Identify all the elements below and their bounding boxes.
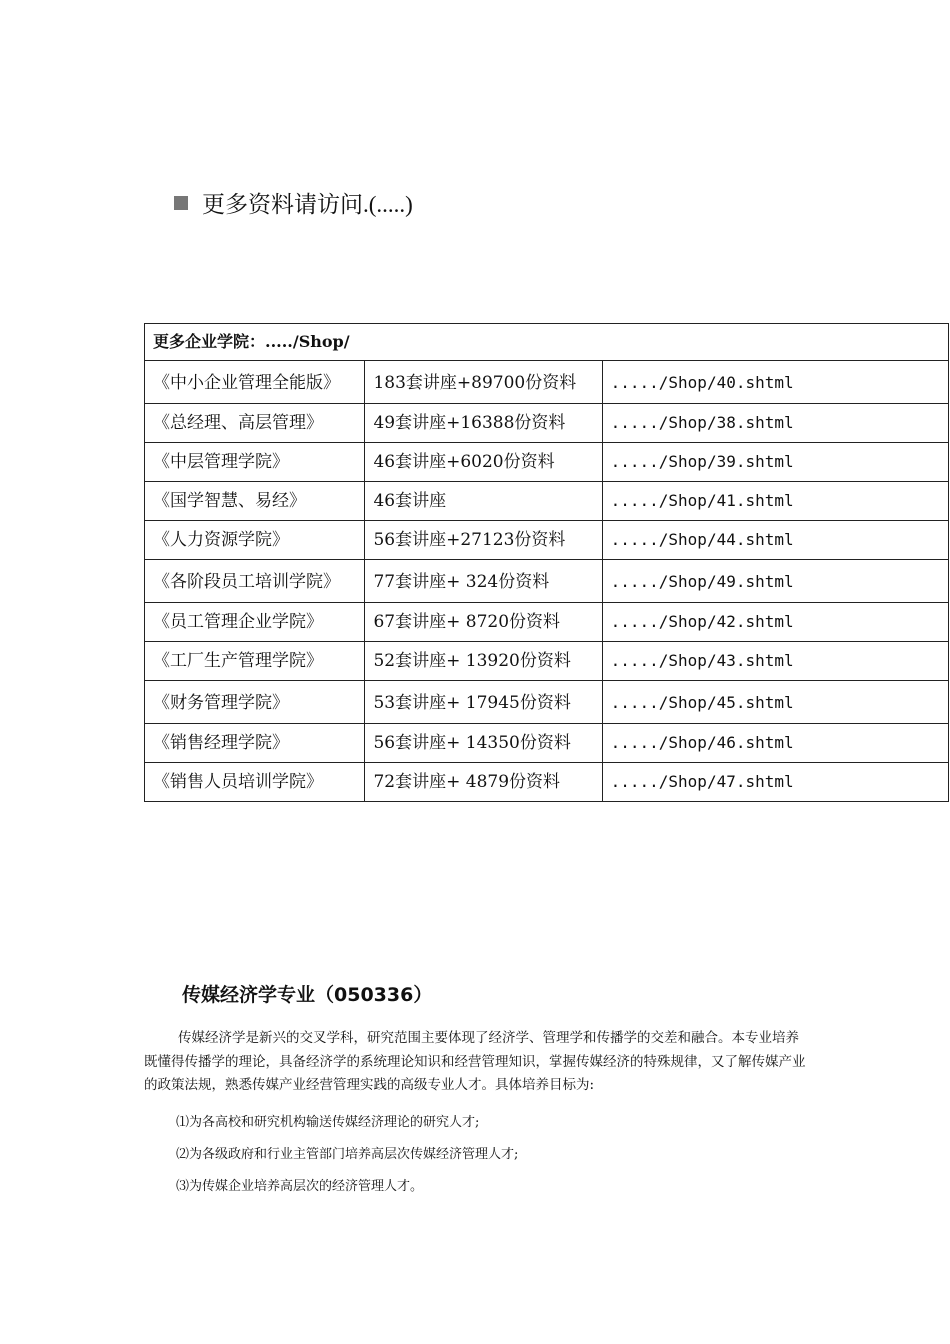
table-row (145, 724, 949, 763)
academy-content: 53套讲座+ 17945份资料 (365, 681, 602, 724)
academy-content: 56套讲座+ 14350份资料 (365, 724, 602, 763)
academy-name: 《国学智慧、易经》 (145, 482, 365, 521)
table-row (145, 681, 949, 724)
academy-link[interactable]: ...../Shop/46.shtml (610, 733, 794, 752)
academy-link[interactable]: ...../Shop/41.shtml (610, 491, 794, 510)
academy-name: 《中层管理学院》 (145, 443, 365, 482)
goal-item: ⑵为各级政府和行业主管部门培养高层次传媒经济管理人才; (176, 1147, 519, 1162)
goal-item: ⑶为传媒企业培养高层次的经济管理人才。 (176, 1179, 424, 1194)
academy-content: 72套讲座+ 4879份资料 (365, 763, 602, 802)
table-row (145, 642, 949, 681)
academy-content: 183套讲座+89700份资料 (365, 361, 602, 404)
academy-content: 56套讲座+27123份资料 (365, 521, 602, 560)
academy-name: 《总经理、高层管理》 (145, 404, 365, 443)
academy-name: 《销售经理学院》 (145, 724, 365, 763)
square-bullet-icon (174, 196, 188, 210)
table-row (145, 603, 949, 642)
academy-content: 67套讲座+ 8720份资料 (365, 603, 602, 642)
table-header (145, 324, 949, 361)
academy-content: 46套讲座 (365, 482, 602, 521)
academy-link[interactable]: ...../Shop/39.shtml (610, 452, 794, 471)
table-row (145, 763, 949, 802)
academy-content: 46套讲座+6020份资料 (365, 443, 602, 482)
academy-name: 《各阶段员工培训学院》 (145, 560, 365, 603)
table-row (145, 443, 949, 482)
academy-name: 《员工管理企业学院》 (145, 603, 365, 642)
academy-name: 《人力资源学院》 (145, 521, 365, 560)
visit-notice (174, 186, 413, 219)
academy-link[interactable]: ...../Shop/47.shtml (610, 772, 794, 791)
academy-name: 《工厂生产管理学院》 (145, 642, 365, 681)
table-header-text[interactable]: 更多企业学院：...../Shop/ (153, 332, 350, 351)
academy-link[interactable]: ...../Shop/44.shtml (610, 530, 794, 549)
academy-link[interactable]: ...../Shop/42.shtml (610, 612, 794, 631)
section-paragraph: 传媒经济学是新兴的交叉学科，研究范围主要体现了经济学、管理学和传播学的交差和融合。本专业培养既懂得传播学的理论，具备经济学的系统理论知识和经营管理知识，掌握传媒经济的特殊规律，又了解传媒产业的政策法规，熟悉传媒产业经营管理实践的高级专业人才。具体培养目标为: (144, 1030, 806, 1093)
academy-name: 《销售人员培训学院》 (145, 763, 365, 802)
academy-content: 52套讲座+ 13920份资料 (365, 642, 602, 681)
table-row (145, 404, 949, 443)
academy-link[interactable]: ...../Shop/45.shtml (610, 693, 794, 712)
academy-link[interactable]: ...../Shop/49.shtml (610, 572, 794, 591)
section-title: 传媒经济学专业（050336） (182, 984, 433, 1006)
academy-name: 《财务管理学院》 (145, 681, 365, 724)
academy-content: 77套讲座+ 324份资料 (365, 560, 602, 603)
table-row (145, 560, 949, 603)
table-row (145, 361, 949, 404)
table-row (145, 521, 949, 560)
academy-link[interactable]: ...../Shop/38.shtml (610, 413, 794, 432)
visit-text[interactable]: 更多资料请访问.(.....) (202, 192, 413, 217)
goal-item: ⑴为各高校和研究机构输送传媒经济理论的研究人才; (176, 1115, 480, 1130)
academy-name: 《中小企业管理全能版》 (145, 361, 365, 404)
academy-content: 49套讲座+16388份资料 (365, 404, 602, 443)
academy-link[interactable]: ...../Shop/43.shtml (610, 651, 794, 670)
academy-table (144, 323, 949, 802)
table-row (145, 482, 949, 521)
academy-link[interactable]: ...../Shop/40.shtml (610, 373, 794, 392)
